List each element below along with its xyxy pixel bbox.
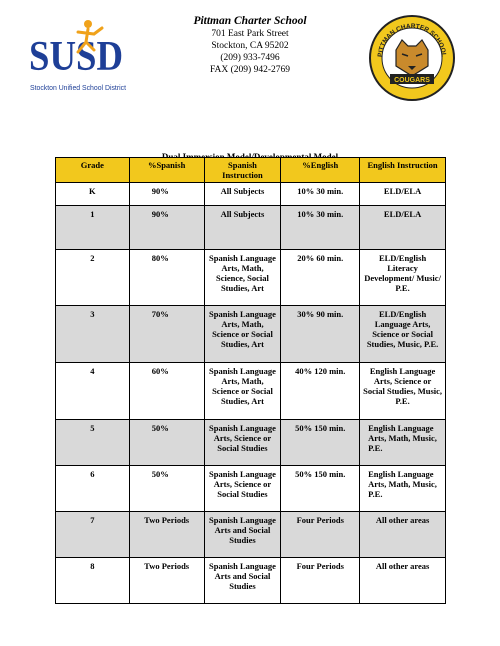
english-instruction-cell: ELD/ELA [360, 183, 446, 206]
english-pct-cell: 30% 90 min. [281, 306, 360, 363]
spanish-instruction-cell: All Subjects [204, 183, 281, 206]
grade-cell: 1 [56, 206, 130, 250]
english-instruction-cell: English Language Arts, Math, Music, P.E. [360, 466, 446, 512]
spanish-pct-cell: Two Periods [129, 558, 204, 604]
grade-cell: 2 [56, 250, 130, 306]
spanish-pct-cell: 60% [129, 363, 204, 420]
address-line-1: 701 East Park Street [211, 29, 289, 39]
spanish-instruction-cell: Spanish Language Arts, Math, Science or Social Studies, Art [204, 306, 281, 363]
phone-number: (209) 933-7496 [220, 53, 280, 63]
column-header-spanish-pct: %Spanish [129, 158, 204, 183]
district-logo-graphic [28, 16, 128, 96]
table-row [56, 306, 446, 363]
english-instruction-cell: All other areas [360, 512, 446, 558]
column-header-spanish-instruction: Spanish Instruction [204, 158, 281, 183]
column-header-grade: Grade [56, 158, 130, 183]
spanish-instruction-cell: Spanish Language Arts and Social Studies [204, 558, 281, 604]
table-row [56, 363, 446, 420]
spanish-pct-cell: 80% [129, 250, 204, 306]
english-pct-cell: 40% 120 min. [281, 363, 360, 420]
table-row [56, 466, 446, 512]
dual-immersion-table [55, 157, 446, 604]
table-row [56, 206, 446, 250]
grade-cell: 4 [56, 363, 130, 420]
grade-cell: 5 [56, 420, 130, 466]
school-name: Pittman Charter School [193, 15, 307, 27]
school-logo [368, 14, 456, 102]
english-pct-cell: Four Periods [281, 512, 360, 558]
grade-cell: 6 [56, 466, 130, 512]
table-row [56, 250, 446, 306]
district-logo [28, 16, 128, 96]
school-logo-ring-text: PITTMAN CHARTER SCHOOL [376, 22, 448, 58]
english-instruction-cell: English Language Arts, Science or Social Studies, Music, P.E. [360, 363, 446, 420]
spanish-instruction-cell: Spanish Language Arts, Math, Science, Social Studies, Art [204, 250, 281, 306]
spanish-pct-cell: Two Periods [129, 512, 204, 558]
column-header-english-pct: %English [281, 158, 360, 183]
column-header-english-instruction: English Instruction [360, 158, 446, 183]
table-row [56, 512, 446, 558]
english-instruction-cell: All other areas [360, 558, 446, 604]
letterhead [150, 14, 350, 76]
grade-cell: 3 [56, 306, 130, 363]
table-row [56, 558, 446, 604]
english-pct-cell: Four Periods [281, 558, 360, 604]
district-logo-monogram: SUSD [29, 34, 123, 80]
english-pct-cell: 10% 30 min. [281, 183, 360, 206]
table-header-row [56, 158, 446, 183]
spanish-instruction-cell: Spanish Language Arts, Math, Science or Social Studies, Art [204, 363, 281, 420]
english-pct-cell: 10% 30 min. [281, 206, 360, 250]
spanish-instruction-cell: Spanish Language Arts, Science or Social Studies [204, 466, 281, 512]
spanish-pct-cell: 50% [129, 466, 204, 512]
spanish-pct-cell: 90% [129, 206, 204, 250]
table-row [56, 420, 446, 466]
spanish-pct-cell: 70% [129, 306, 204, 363]
grade-cell: 8 [56, 558, 130, 604]
table-row [56, 183, 446, 206]
spanish-pct-cell: 50% [129, 420, 204, 466]
district-logo-caption: Stockton Unified School District [30, 85, 127, 92]
english-pct-cell: 50% 150 min. [281, 420, 360, 466]
english-instruction-cell: ELD/English Language Arts, Science or Social Studies, Music, P.E. [360, 306, 446, 363]
cougar-seal-icon [368, 14, 456, 102]
spanish-pct-cell: 90% [129, 183, 204, 206]
english-pct-cell: 50% 150 min. [281, 466, 360, 512]
spanish-instruction-cell: All Subjects [204, 206, 281, 250]
english-pct-cell: 20% 60 min. [281, 250, 360, 306]
address-line-2: Stockton, CA 95202 [211, 41, 289, 51]
school-logo-banner-text: COUGARS [394, 77, 430, 84]
spanish-instruction-cell: Spanish Language Arts, Science or Social Studies [204, 420, 281, 466]
fax-number: FAX (209) 942-2769 [209, 65, 291, 75]
grade-cell: K [56, 183, 130, 206]
grade-cell: 7 [56, 512, 130, 558]
spanish-instruction-cell: Spanish Language Arts and Social Studies [204, 512, 281, 558]
english-instruction-cell: ELD/English Literacy Development/ Music/ P.E. [360, 250, 446, 306]
english-instruction-cell: ELD/ELA [360, 206, 446, 250]
english-instruction-cell: English Language Arts, Math, Music, P.E. [360, 420, 446, 466]
